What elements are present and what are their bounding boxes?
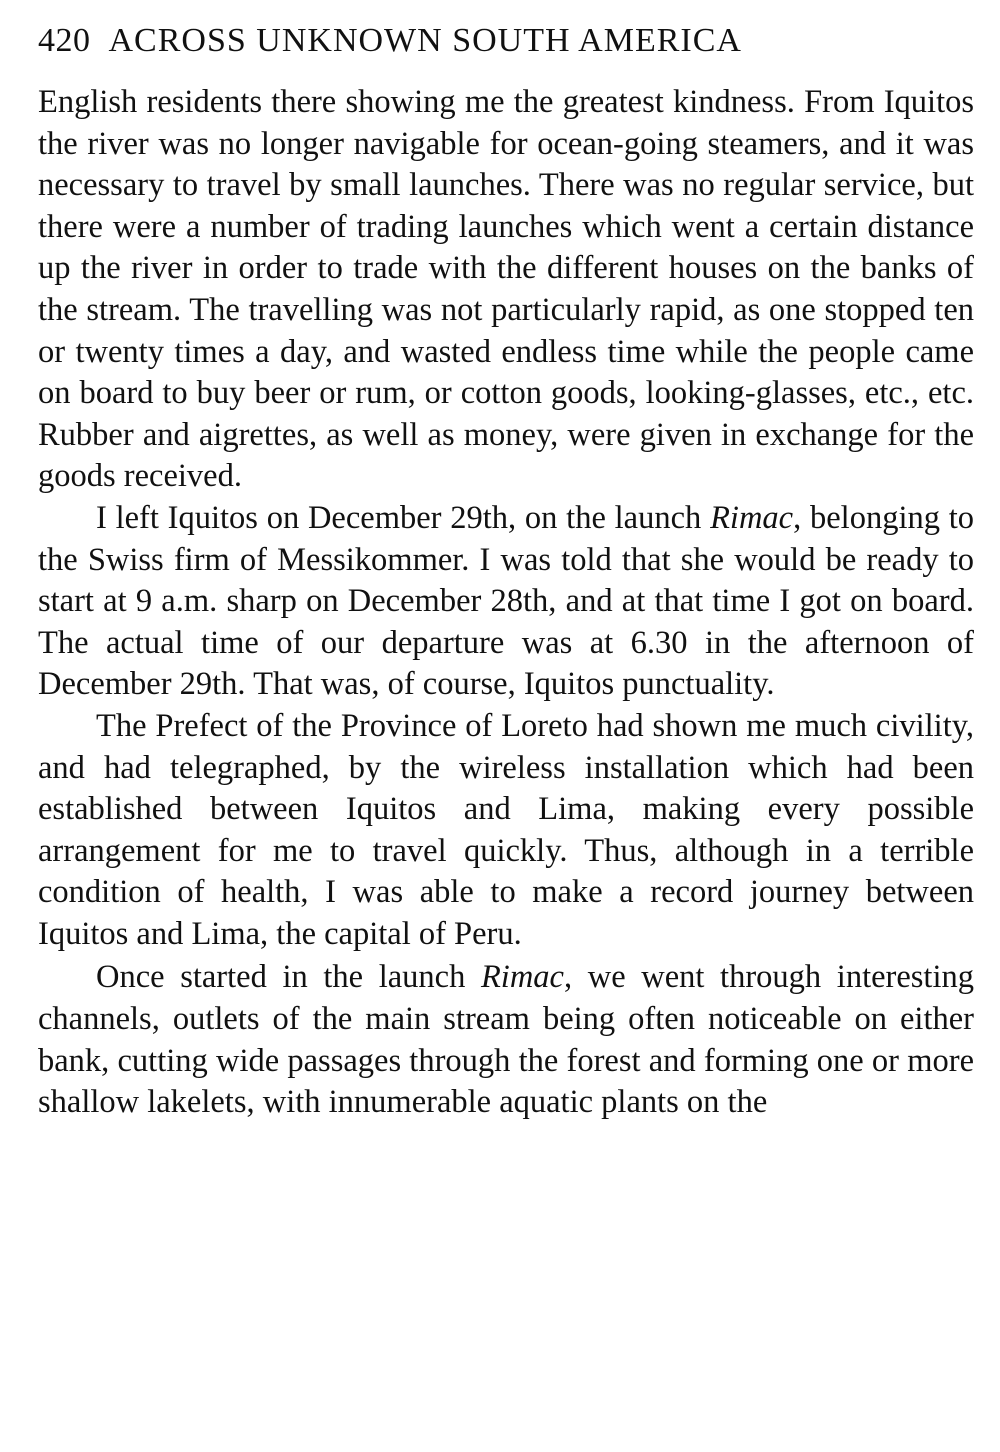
paragraph-4-text-b: , we went through interesting channels, outlets of the main stream being often noticeable on either bank, cutting wide passages through the forest and forming one or more shallow lakelets, with innumerable aquatic plants on the	[38, 959, 974, 1121]
paragraph-4-text-a: Once started in the launch	[96, 959, 481, 996]
ship-name-rimac: Rimac	[710, 499, 794, 536]
paragraph-2-text-a: I left Iquitos on December 29th, on the launch	[96, 499, 711, 536]
ship-name-rimac: Rimac	[480, 959, 564, 996]
page-header	[38, 22, 974, 82]
paragraph-3	[38, 706, 974, 956]
paragraph-2	[38, 498, 974, 706]
book-page	[38, 22, 974, 1124]
page-number: 420	[38, 22, 91, 59]
paragraph-2-text-b: , belonging to the Swiss firm of Messikommer. I was told that she would be ready to start at 9 a.m. sharp on December 28th, and at that time I got on board. The actual time of our departure was at 6.30 in the afternoon of December 29th. That was, of course, Iquitos punctuality.	[38, 499, 975, 703]
running-head: ACROSS UNKNOWN SOUTH AMERICA	[108, 22, 742, 59]
paragraph-4	[38, 957, 974, 1123]
paragraph-1-text: English residents there showing me the greatest kindness. From Iquitos the river was no longer navigable for ocean-going steamers, and it was necessary to travel by small launches. There was no regular service, but there were a number of trading launches which went a certain distance up the river in order to trade with the different houses on the banks of the stream. The travelling was not particularly rapid, as one stopped ten or twenty times a day, and wasted endless time while the people came on board to buy beer or rum, or cotton goods, looking-glasses, etc., etc. Rubber and aigrettes, as well as money, were given in exchange for the goods received.	[38, 84, 974, 495]
paragraph-3-text: The Prefect of the Province of Loreto had shown me much civility, and had telegraphed, by the wireless installation which had been established between Iquitos and Lima, making every possible arrangement for me to travel quickly. Thus, although in a terrible condition of health, I was able to make a record journey between Iquitos and Lima, the capital of Peru.	[38, 707, 974, 952]
paragraph-1	[38, 82, 974, 498]
body-text	[38, 82, 974, 1124]
